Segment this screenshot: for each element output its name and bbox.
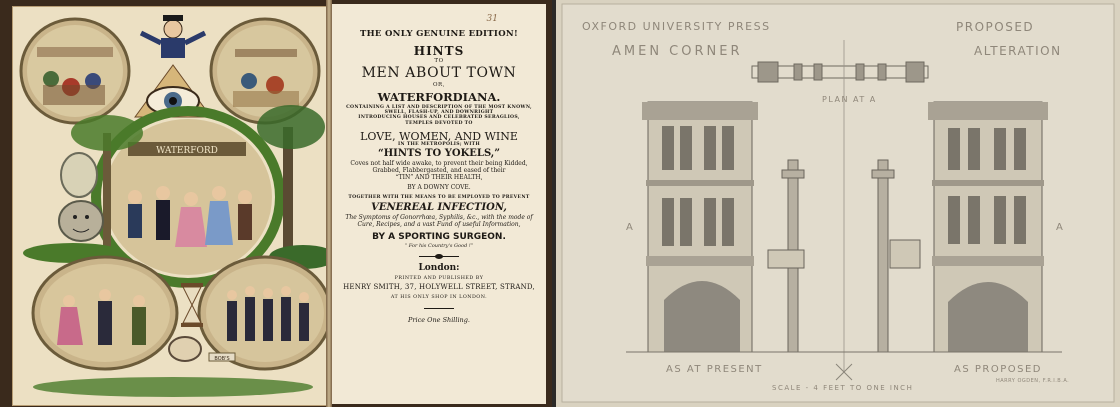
printed-line: PRINTED AND PUBLISHED BY: [394, 276, 484, 282]
elevation-proposed: [928, 102, 1048, 352]
ornamental-rule: [419, 256, 459, 257]
imprint-london: London:: [418, 262, 460, 273]
description-line: CONTAINING A LIST AND DESCRIPTION OF THE MOST KNOWN,: [346, 104, 532, 110]
caption-proposed: AS PROPOSED: [954, 364, 1042, 375]
drawing-title: OXFORD UNIVERSITY PRESS: [582, 20, 771, 33]
publisher-line: HENRY SMITH, 37, HOLYWELL STREET, STRAND,: [343, 283, 535, 292]
price-line: Price One Shilling.: [408, 315, 470, 324]
description-line: INTRODUCING HOUSES AND CELEBRATED SERAGLIOS,: [358, 115, 520, 121]
section-a-left: A: [626, 222, 635, 233]
love-women-wine: LOVE, WOMEN, AND WINE: [360, 129, 518, 143]
description-line: TEMPLES DEVOTED TO: [405, 120, 473, 126]
coves-line: Grabbed, Flabbergasted, and eased of their: [372, 167, 506, 175]
frontispiece-illustration: [12, 6, 329, 406]
frontis-sign: WATERFORD: [156, 146, 218, 156]
page-number: 31: [486, 14, 498, 24]
scale-label: SCALE - 4 FEET TO ONE INCH: [772, 384, 914, 392]
elevation-present: [642, 102, 758, 352]
drawing-art: [556, 0, 1120, 407]
drawing-subtitle: AMEN CORNER: [612, 44, 743, 59]
description-line: SWELL, FLASH-UP, AND DOWNRIGHT: [384, 110, 494, 116]
author-line: BY A DOWNY COVE.: [407, 184, 471, 192]
coves-line: Coves not half wide awake, to prevent their being Kidded,: [350, 160, 528, 168]
divider-rule: [424, 308, 454, 309]
caption-present: AS AT PRESENT: [666, 364, 763, 375]
edition-line: THE ONLY GENUINE EDITION!: [359, 29, 519, 39]
motto: “ For his Country's Good !”: [404, 242, 474, 249]
venereal-heading: VENEREAL INFECTION,: [371, 201, 507, 213]
plan-label: PLAN AT A: [822, 95, 877, 104]
main-title: MEN ABOUT TOWN: [361, 65, 517, 82]
architect-signature: HARRY OGDEN, F.R.I.B.A.: [996, 378, 1070, 384]
to-line: TO: [434, 57, 444, 64]
section-a-right: A: [1056, 222, 1065, 233]
architectural-drawing: [556, 0, 1120, 407]
symptoms-line: Cure, Recipes, and a vast Fund of useful Information,: [357, 220, 521, 228]
frontispiece-art: [13, 7, 328, 405]
hints-heading: HINTS: [413, 43, 465, 58]
hints-to-yokels: “HINTS TO YOKELS,”: [377, 147, 501, 159]
together-line: TOGETHER WITH THE MEANS TO BE EMPLOYED TO PREVENT: [348, 194, 530, 200]
alteration-label: ALTERATION: [974, 44, 1062, 58]
frontis-lower-sign: BOB'S: [214, 356, 230, 362]
surgeon-line: BY A SPORTING SURGEON.: [372, 232, 506, 243]
metropolis-line: IN THE METROPOLIS; WITH: [397, 142, 481, 148]
title-page: [332, 4, 546, 404]
or-line: OR,: [433, 81, 445, 88]
symptoms-line: The Symptoms of Gonorrhœa, Syphilis, &c., with the mode of: [345, 214, 533, 222]
proposed-label: PROPOSED: [956, 20, 1035, 34]
book-spread: [0, 0, 552, 407]
coves-line: “TIN” AND THEIR HEALTH,: [395, 174, 483, 182]
shop-line: AT HIS ONLY SHOP IN LONDON.: [390, 294, 488, 300]
subtitle: WATERFORDIANA.: [377, 89, 501, 104]
